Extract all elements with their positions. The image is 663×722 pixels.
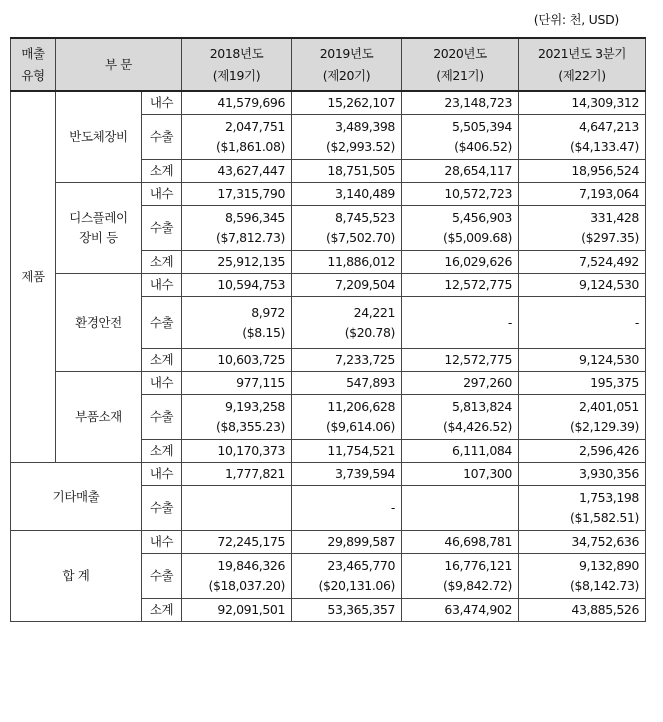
cell-text: 장비 등: [79, 230, 118, 245]
value-cell: [519, 115, 646, 160]
value-cell: [182, 599, 292, 622]
value-cell: [292, 297, 402, 349]
value-cell: [402, 395, 519, 440]
value-cell: [519, 486, 646, 531]
value-cell: [182, 115, 292, 160]
cell-text: ($8.15): [242, 324, 285, 340]
cell-text: 29,899,587: [327, 534, 395, 549]
value-cell: [182, 440, 292, 463]
cell-text: 수출: [149, 500, 174, 515]
cell-text: 수출: [149, 568, 174, 583]
unit-note: (단위: 천, USD): [533, 12, 619, 27]
segment-name: [56, 183, 142, 274]
value-cell: [292, 395, 402, 440]
cell-text: 34,752,636: [571, 534, 639, 549]
cell-text: 7,193,064: [578, 186, 639, 201]
cell-text: 297,260: [463, 375, 512, 390]
cell-text: 소계: [149, 352, 174, 367]
table-row: [11, 531, 646, 554]
value-cell: [292, 349, 402, 372]
cell-text: 소계: [149, 443, 174, 458]
cell-text: 72,245,175: [217, 534, 285, 549]
cell-text: 5,456,903: [451, 210, 512, 225]
cell-text: 8,596,345: [224, 210, 285, 225]
value-cell: [519, 183, 646, 206]
cell-text: ($18,037.20): [208, 578, 285, 593]
value-cell: [292, 274, 402, 297]
cell-text: ($2,993.52): [326, 139, 395, 154]
value-cell: [402, 372, 519, 395]
cell-text: 4,647,213: [578, 119, 639, 134]
value-cell: [292, 372, 402, 395]
cell-text: 43,627,447: [217, 163, 285, 178]
cell-text: 2,047,751: [224, 119, 285, 134]
cell-text: 부품소재: [75, 409, 122, 424]
cell-text: -: [634, 314, 639, 330]
cell-text: 수출: [149, 409, 174, 424]
cell-text: 8,745,523: [334, 210, 395, 225]
value-cell: [292, 599, 402, 622]
value-cell: [292, 440, 402, 463]
value-cell: [292, 531, 402, 554]
value-cell: [292, 183, 402, 206]
value-cell: [402, 251, 519, 274]
cell-text: ($8,142.73): [570, 578, 639, 593]
cell-text: ($9,614.06): [326, 419, 395, 434]
value-cell: [519, 91, 646, 115]
value-cell: [519, 349, 646, 372]
cell-text: 43,885,526: [571, 602, 639, 617]
value-cell: [402, 599, 519, 622]
cell-text: 18,751,505: [327, 163, 395, 178]
cell-text: ($8,355.23): [216, 419, 285, 434]
header-year-2020: 2020년도 (제21기): [402, 38, 519, 91]
cell-text: 9,132,890: [578, 558, 639, 573]
table-row: [11, 183, 646, 206]
header-year-2021q3: 2021년도 3분기 (제22기): [519, 38, 646, 91]
value-cell: [402, 554, 519, 599]
cell-text: 7,524,492: [578, 254, 639, 269]
segment-name: [56, 91, 142, 183]
table-row: [11, 274, 646, 297]
cell-text: 환경안전: [75, 314, 122, 330]
cell-text: 11,754,521: [327, 443, 395, 458]
cell-text: 내수: [149, 534, 174, 549]
row-kind-label: [142, 183, 182, 206]
cell-text: -: [390, 500, 395, 515]
value-cell: [292, 554, 402, 599]
value-cell: [402, 486, 519, 531]
cell-text: 25,912,135: [217, 254, 285, 269]
row-kind-label: [142, 440, 182, 463]
cell-text: 1,753,198: [578, 490, 639, 505]
row-kind-label: [142, 599, 182, 622]
value-cell: [292, 91, 402, 115]
value-cell: [182, 91, 292, 115]
cell-text: 내수: [149, 277, 174, 292]
table-row: [11, 372, 646, 395]
value-cell: [519, 297, 646, 349]
cell-text: 9,124,530: [578, 277, 639, 292]
value-cell: [182, 395, 292, 440]
cell-text: ($297.35): [581, 230, 639, 245]
cell-text: ($4,426.52): [443, 419, 512, 434]
value-cell: [402, 297, 519, 349]
cell-text: 반도체장비: [69, 129, 128, 144]
row-kind-label: [142, 486, 182, 531]
cell-text: 63,474,902: [444, 602, 512, 617]
value-cell: [402, 160, 519, 183]
value-cell: [402, 206, 519, 251]
row-kind-label: [142, 91, 182, 115]
row-kind-label: [142, 395, 182, 440]
cell-text: 16,776,121: [444, 558, 512, 573]
value-cell: [182, 183, 292, 206]
cell-text: 10,603,725: [217, 352, 285, 367]
cell-text: ($9,842.72): [443, 578, 512, 593]
cell-text: 195,375: [590, 375, 639, 390]
cell-text: 소계: [149, 254, 174, 269]
cell-text: 내수: [149, 186, 174, 201]
row-kind-label: [142, 115, 182, 160]
cell-text: ($4,133.47): [570, 139, 639, 154]
value-cell: [182, 372, 292, 395]
value-cell: [519, 599, 646, 622]
cell-text: 소계: [149, 602, 174, 617]
value-cell: [402, 274, 519, 297]
value-cell: [519, 274, 646, 297]
row-kind-label: [142, 349, 182, 372]
cell-text: 8,972: [251, 304, 285, 320]
value-cell: [402, 440, 519, 463]
cell-text: 11,886,012: [327, 254, 395, 269]
cell-text: 16,029,626: [444, 254, 512, 269]
segment-name: [56, 372, 142, 463]
value-cell: [182, 486, 292, 531]
row-kind-label: [142, 531, 182, 554]
cell-text: 28,654,117: [444, 163, 512, 178]
value-cell: [292, 486, 402, 531]
cell-text: 107,300: [463, 466, 512, 481]
cell-text: 1,777,821: [224, 466, 285, 481]
cell-text: 6,111,084: [451, 443, 512, 458]
cell-text: 수출: [149, 129, 174, 144]
sales-type-other: [11, 463, 142, 531]
cell-text: ($1,582.51): [570, 510, 639, 525]
value-cell: [519, 395, 646, 440]
header-year-2019: 2019년도 (제20기): [292, 38, 402, 91]
cell-text: 14,309,312: [571, 95, 639, 110]
segment-name: [56, 274, 142, 372]
cell-text: 3,930,356: [578, 466, 639, 481]
value-cell: [402, 115, 519, 160]
sales-type-product: [11, 91, 56, 463]
cell-text: 12,572,775: [444, 277, 512, 292]
row-kind-label: [142, 463, 182, 486]
value-cell: [402, 91, 519, 115]
value-cell: [402, 463, 519, 486]
value-cell: [519, 251, 646, 274]
cell-text: 15,262,107: [327, 95, 395, 110]
cell-text: 5,813,824: [451, 399, 512, 414]
cell-text: 10,170,373: [217, 443, 285, 458]
cell-text: 92,091,501: [217, 602, 285, 617]
row-kind-label: [142, 297, 182, 349]
cell-text: 9,193,258: [224, 399, 285, 414]
value-cell: [182, 251, 292, 274]
cell-text: 3,489,398: [334, 119, 395, 134]
value-cell: [182, 297, 292, 349]
value-cell: [182, 160, 292, 183]
header-sales-type: 매출 유형: [11, 38, 56, 91]
sales-table: [10, 37, 646, 622]
cell-text: 디스플레이: [69, 210, 128, 225]
cell-text: 19,846,326: [217, 558, 285, 573]
value-cell: [292, 115, 402, 160]
cell-text: ($20.78): [344, 324, 395, 340]
cell-text: 12,572,775: [444, 352, 512, 367]
table-row: [11, 91, 646, 115]
cell-text: ($7,502.70): [326, 230, 395, 245]
value-cell: [292, 206, 402, 251]
sales-type-total: [11, 531, 142, 622]
cell-text: 내수: [149, 95, 174, 110]
cell-text: -: [507, 314, 512, 330]
cell-text: 7,209,504: [334, 277, 395, 292]
cell-text: 11,206,628: [327, 399, 395, 414]
cell-text: 소계: [149, 163, 174, 178]
value-cell: [519, 463, 646, 486]
cell-text: 24,221: [353, 304, 395, 320]
cell-text: 17,315,790: [217, 186, 285, 201]
value-cell: [402, 183, 519, 206]
cell-text: ($1,861.08): [216, 139, 285, 154]
row-kind-label: [142, 372, 182, 395]
value-cell: [182, 206, 292, 251]
cell-text: 기타매출: [52, 488, 100, 504]
value-cell: [519, 206, 646, 251]
cell-text: 18,956,524: [571, 163, 639, 178]
header-year-2018: 2018년도 (제19기): [182, 38, 292, 91]
value-cell: [519, 554, 646, 599]
cell-text: 3,739,594: [334, 466, 395, 481]
value-cell: [519, 372, 646, 395]
cell-text: 제품: [21, 269, 45, 284]
header-segment: 부 문: [56, 38, 182, 91]
cell-text: 23,465,770: [327, 558, 395, 573]
cell-text: 수출: [149, 220, 174, 235]
cell-text: ($2,129.39): [570, 419, 639, 434]
cell-text: 합 계: [62, 568, 90, 583]
cell-text: ($5,009.68): [443, 230, 512, 245]
value-cell: [182, 349, 292, 372]
value-cell: [292, 251, 402, 274]
cell-text: 331,428: [590, 210, 639, 225]
cell-text: ($7,812.73): [216, 230, 285, 245]
cell-text: 수출: [149, 314, 174, 330]
value-cell: [519, 160, 646, 183]
value-cell: [182, 463, 292, 486]
cell-text: 23,148,723: [444, 95, 512, 110]
cell-text: 2,596,426: [578, 443, 639, 458]
cell-text: 내수: [149, 466, 174, 481]
value-cell: [519, 531, 646, 554]
cell-text: 46,698,781: [444, 534, 512, 549]
cell-text: 5,505,394: [451, 119, 512, 134]
row-kind-label: [142, 554, 182, 599]
row-kind-label: [142, 160, 182, 183]
row-kind-label: [142, 206, 182, 251]
cell-text: 내수: [149, 375, 174, 390]
header-row: [11, 38, 646, 91]
cell-text: 547,893: [346, 375, 395, 390]
cell-text: 3,140,489: [334, 186, 395, 201]
cell-text: 53,365,357: [327, 602, 395, 617]
cell-text: ($20,131.06): [318, 578, 395, 593]
cell-text: ($406.52): [454, 139, 512, 154]
row-kind-label: [142, 251, 182, 274]
cell-text: 2,401,051: [578, 399, 639, 414]
value-cell: [292, 160, 402, 183]
cell-text: 977,115: [236, 375, 285, 390]
table-row: [11, 463, 646, 486]
value-cell: [292, 463, 402, 486]
cell-text: 41,579,696: [217, 95, 285, 110]
value-cell: [402, 349, 519, 372]
value-cell: [182, 274, 292, 297]
cell-text: 7,233,725: [334, 352, 395, 367]
row-kind-label: [142, 274, 182, 297]
value-cell: [182, 531, 292, 554]
cell-text: 10,572,723: [444, 186, 512, 201]
value-cell: [182, 554, 292, 599]
value-cell: [519, 440, 646, 463]
cell-text: 9,124,530: [578, 352, 639, 367]
cell-text: 10,594,753: [217, 277, 285, 292]
value-cell: [402, 531, 519, 554]
